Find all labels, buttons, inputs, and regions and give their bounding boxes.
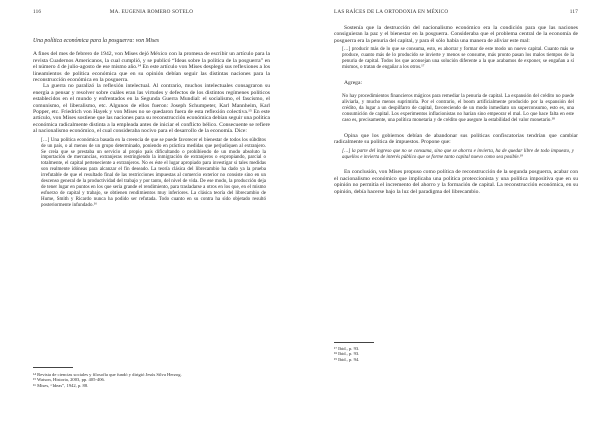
right-block-quote-2 xyxy=(342,94,574,124)
left-paragraph-2: La guerra no paralizó la reflexión intelectual. Al contrario, muchos intelectuales consagraron su energía a pensar y resolver sobre cuáles eran las virtudes y defectos de los distintos regímenes políticos establecidos en el mundo y enfrentados en la Segunda Guerra Mundial: el socialismo, el fascismo, el comunismo, el liberalismo, etc. Algunos de ellos fueron: Joseph Schumpeter, Karl Mannheim, Karl Popper, etc. Friedrich von Hayek y von Mises no se quedaron fuera de esta reflexión colectiva.¹⁵ En este artículo, von Mises sostiene que las naciones para su reconstrucción económica debían seguir una política económica radicalmente distinta a la empleada antes de iniciar el conflicto bélico. Consecuente se refiere al nacionalismo económico, el cual consideraba nocivo para el desarrollo de la economía. Dice: xyxy=(33,83,270,135)
footnote-17: ¹⁷ Ibid., p. 93. xyxy=(334,346,360,351)
right-paragraph-2: Opina que los gobiernos debían de abandonar sus políticas confiscatorias tendrían que cambiar radicalmente su política de impuestos. Propone que: xyxy=(334,132,578,146)
left-block-quote xyxy=(41,138,266,209)
right-quote-1-text: […] producir más de lo que se consuma, esto, es ahorrar y formar de este modo un nuevo capital. Cuanto más se produce, cuanto más de lo producido se invierte y menos se consume, más pronto pasan los malos tiempos de la penuria de capital. Todos los que aconsejan una solución diferente a la que acabamos de exponer, se engañan a sí mismos, o tratan de engañar a los otros.¹⁷ xyxy=(342,47,574,70)
agrega-line: Agrega: xyxy=(344,79,363,86)
footnote-14: ¹⁴ Revista de ciencias sociales y filosofía que fundó y dirigió Jesús Silva Herzog. xyxy=(33,372,182,377)
right-footnotes xyxy=(334,346,578,362)
footnote-18: ¹⁸ Ibid., p. 93. xyxy=(334,351,360,357)
right-footnote-rule xyxy=(334,342,374,343)
right-page-number: 117 xyxy=(569,9,578,15)
left-footnote-rule xyxy=(33,367,73,368)
section-heading: Una política económica para la posguerra: von Mises xyxy=(33,38,160,44)
left-footnotes xyxy=(33,372,270,388)
right-body xyxy=(334,25,578,195)
right-running-head xyxy=(334,9,578,17)
left-running-head xyxy=(33,9,270,17)
right-running-title: LAS RAÍCES DE LA ORTODOXIA EN MÉXICO xyxy=(334,9,449,15)
left-body xyxy=(33,38,270,213)
right-block-quote-1 xyxy=(342,47,574,71)
left-running-title: MA. EUGENIA ROMERO SOTELO xyxy=(109,9,194,15)
right-quote-2-text: No hay procedimientos financieros mágicos para remediar la penuria de capital. La expansión del crédito no puede aliviarla, y mucho menos suprimirla. Por el contrario, el boom artificialmente producido por la expansión del crédito, da lugar a un despilfarro de capital, favoreciendo de un modo inmediato un superconsumo, esto es, una consumición de capital. Los experimentos inflacionistas no harían sino empeorar el mal. Lo que hace falta en este caso es, precisamente, una política monetaria y de crédito que asegure la estabilidad del valor monetario.¹⁸ xyxy=(342,94,574,123)
footnote-19: ¹⁹ Ibid., p. 94. xyxy=(334,356,360,362)
left-paragraph-1: A fines del mes de febrero de 1942, von Mises dejó México con la promesa de escribir un artículo para la revista Cuadernos Americanos, la cual cumplió, y se publicó “Ideas sobre la política de la posguerra” en el número 4 de julio-agosto de ese mismo año.¹⁴ En este artículo von Mises desplegó sus reflexiones a los lineamientos de política económica que en su opinión debían seguir las distintas naciones para la reconstrucción económica en la posguerra. xyxy=(33,51,270,84)
right-paragraph-3: En conclusión, von Mises propuso como política de reconstrucción de la segunda posguerra, acabar con el nacionalismo económico que implicaba una política proteccionista y una política impositiva que en su opinión no permitía el incremento del ahorro y la formación de capital. La reconstrucción económica, en su opinión, debía hacerse bajo la luz del paradigma del librecambio. xyxy=(334,169,578,195)
right-paragraph-1: Sostenía que la destrucción del nacionalismo económico era la condición para que las naciones consiguieran la paz y el bienestar en la posguerra. Consideraba que el problema central de la economía de posguerra era la penuria del capital, y para él sólo había una manera de aliviar este mal: xyxy=(334,25,578,44)
footnote-16: ¹⁶ Mises, “Ideas”, 1942, p. 88. xyxy=(33,382,89,388)
left-quote-text: […] Una política económica basada en la creencia de que se puede favorecer el bienestar de todos los súbditos de un país, o al menos de un grupo determinado, poniendo en práctica medidas que perjudiquen al extranjero. Se creía que se prestaba un servicio al propio país dificultando o prohibiendo de un modo absoluto la importación de mercancías, extranjeras restringiendo la inmigración de extranjeros o expropiando, parcial o totalmente, el capital perteneciente a extranjeros. No es éste el lugar apropiado para investigar si tales medidas son realmente idóneas para alcanzar el fin deseado. La teoría clásica del librecambio ha dado ya la prueba irrefutable de que el resultado final de las restricciones impuestas al comercio exterior no consiste sino en un descenso general de la productividad del trabajo y por tanto, del nivel de vida. De ese modo, la producción deja de tener lugar en puntos en los que seria grande el rendimiento, para trasladarse a otros en los que, en el mismo esfuerzo de capital y trabajo, se obtienen rendimientos muy inferiores. La clásica teoría del librecambio de Hume, Smith y Ricardo nunca ha podido ser refutada. Todo cuanto en su contra ha sido objetado resultó posteriormente infundado.¹⁶ xyxy=(41,137,266,208)
right-quote-3-text: […] la parte del ingreso que no se consuma, sino que se ahorra e invierta, ha de quedar libre de todo impuesto, y aquellos e invierta de interés público que se forme tanto capital nuevo como sea posible.¹⁹ xyxy=(342,148,574,160)
footnote-15: ¹⁵ Watson, Historia, 2003, pp. 405-406. xyxy=(33,377,105,383)
right-block-quote-3 xyxy=(342,149,574,161)
left-page-number: 116 xyxy=(33,9,42,15)
right-page xyxy=(300,0,600,431)
